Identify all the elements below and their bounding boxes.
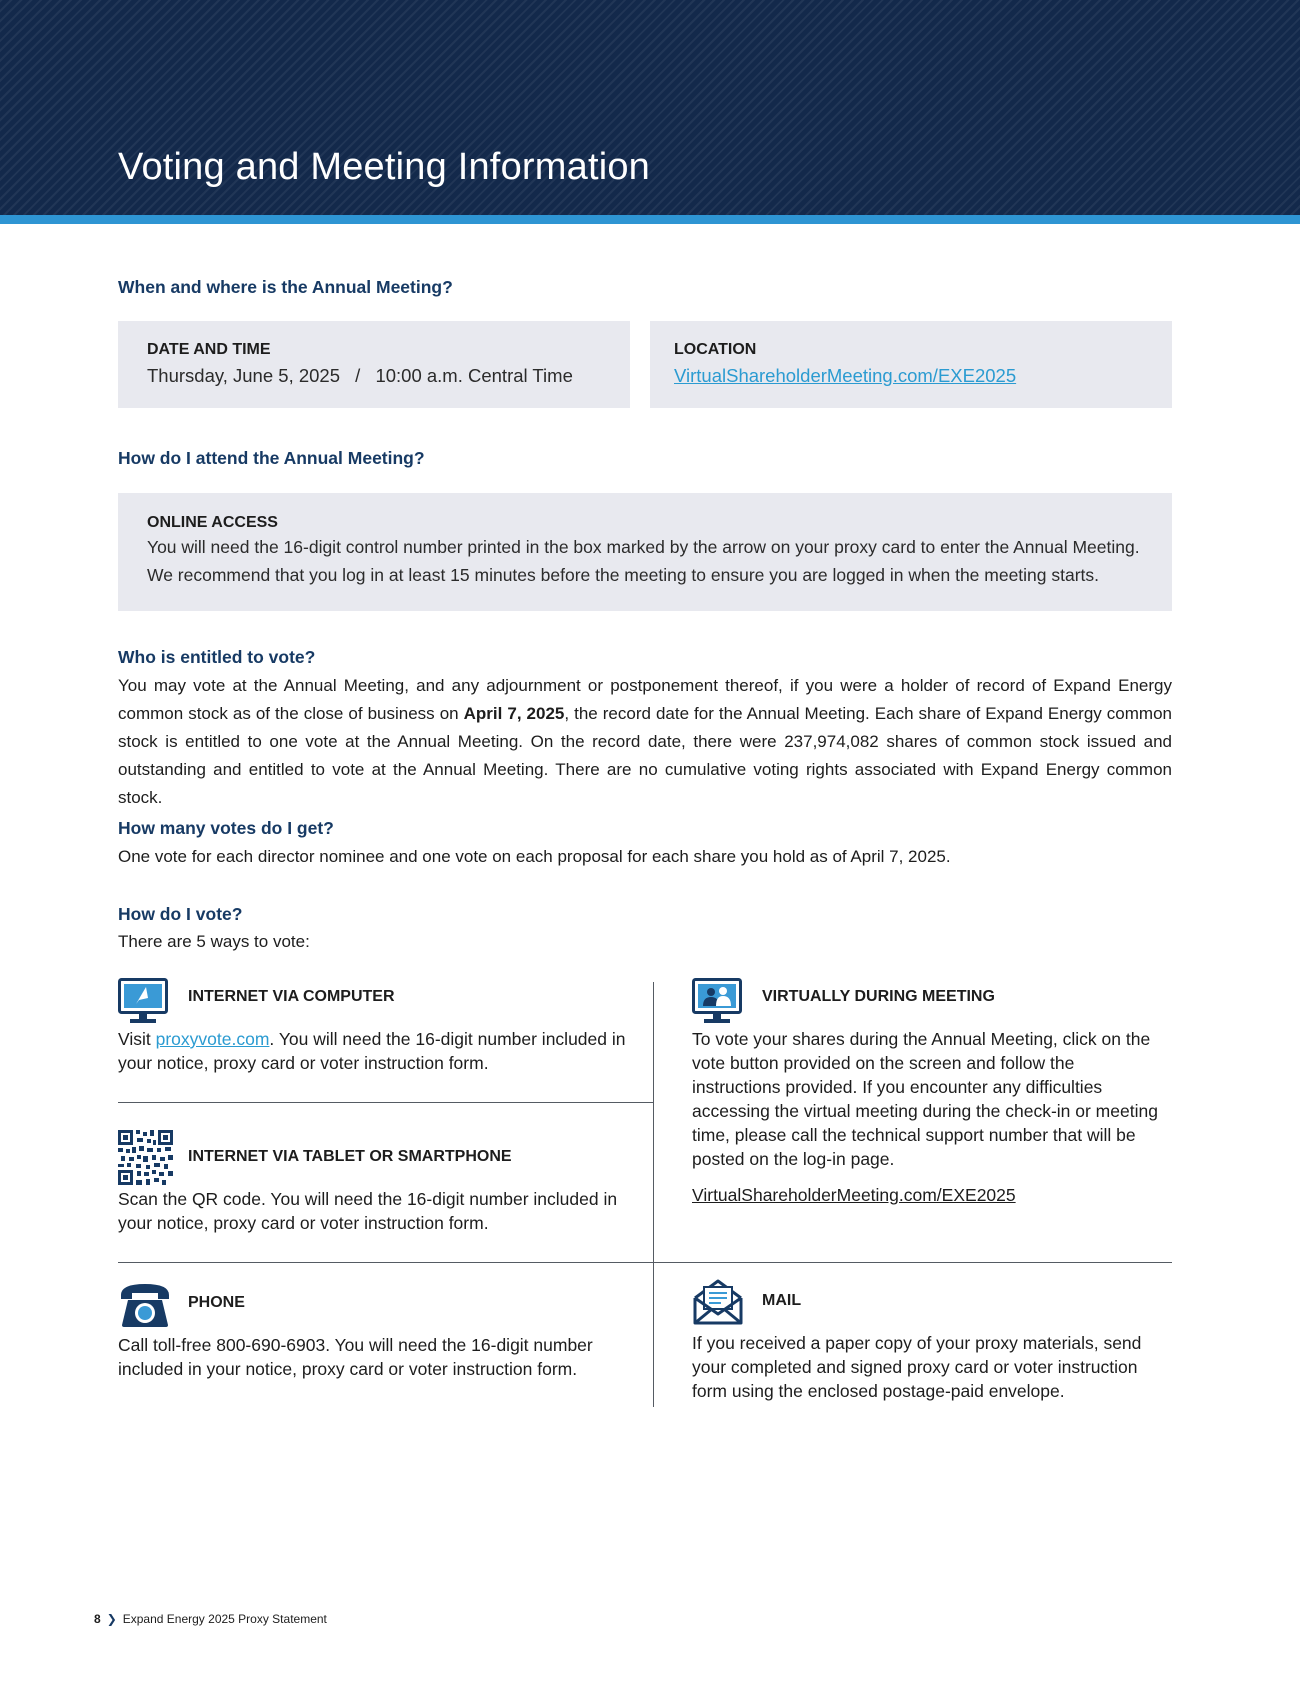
voting-grid-divider-row2	[118, 1262, 1172, 1263]
location-label: LOCATION	[674, 341, 757, 358]
mail-method-title: MAIL	[762, 1292, 802, 1309]
location-link[interactable]: VirtualShareholderMeeting.com/EXE2025	[674, 365, 1017, 386]
telephone-icon	[118, 1280, 172, 1333]
heading-entitled: Who is entitled to vote?	[118, 647, 316, 667]
date-time-box	[118, 321, 630, 408]
voting-grid-divider-row1	[118, 1102, 653, 1103]
envelope-icon	[692, 1278, 744, 1331]
monitor-people-icon	[692, 978, 742, 1029]
online-access-box	[118, 493, 1172, 611]
tablet-method-title: INTERNET VIA TABLET OR SMARTPHONE	[188, 1148, 512, 1165]
page-number: 8	[94, 1612, 101, 1626]
virtual-meeting-link[interactable]: VirtualShareholderMeeting.com/EXE2025	[692, 1185, 1016, 1205]
online-access-line-1: You will need the 16-digit control number printed in the box marked by the arrow on your proxy card to enter the Annual Meeting.	[147, 537, 1140, 557]
heading-how-vote: How do I vote?	[118, 904, 243, 924]
votes-answer: One vote for each director nominee and one vote on each proposal for each share you hold as of April 7, 2025.	[118, 847, 951, 866]
virtual-method-text: To vote your shares during the Annual Meeting, click on the vote button provided on the screen and follow the instructions provided. If you encounter any difficulties accessing the virtual meeting during the check-in or meeting time, please call the technical support number that will be posted on the log-in page.	[692, 1029, 1158, 1169]
online-access-line-2: We recommend that you log in at least 15 minutes before the meeting to ensure you are logged in when the meeting starts.	[147, 565, 1100, 585]
online-access-label: ONLINE ACCESS	[147, 514, 278, 531]
mail-method-text: If you received a paper copy of your proxy materials, send your completed and signed proxy card or voter instruction form using the enclosed postage-paid envelope.	[692, 1333, 1142, 1401]
page-footer	[94, 1612, 327, 1626]
heading-how-many-votes: How many votes do I get?	[118, 818, 334, 838]
footer-text: Expand Energy 2025 Proxy Statement	[122, 1612, 327, 1626]
location-box	[650, 321, 1172, 408]
heading-when-where: When and where is the Annual Meeting?	[118, 277, 453, 297]
tablet-method-text: Scan the QR code. You will need the 16-digit number included in your notice, proxy card or voter instruction form.	[118, 1189, 618, 1233]
date-time-value: Thursday, June 5, 2025 / 10:00 a.m. Central Time	[147, 365, 573, 386]
qr-code-icon	[118, 1130, 173, 1190]
voting-grid-divider-vertical	[653, 982, 654, 1407]
record-date: April 7, 2025	[463, 704, 565, 723]
proxyvote-link[interactable]: proxyvote.com	[155, 1029, 270, 1049]
computer-method-title: INTERNET VIA COMPUTER	[188, 988, 395, 1005]
ways-to-vote-intro: There are 5 ways to vote:	[118, 932, 310, 951]
heading-attend: How do I attend the Annual Meeting?	[118, 448, 425, 468]
page-title: Voting and Meeting Information	[118, 146, 651, 188]
date-time-label: DATE AND TIME	[147, 341, 271, 358]
chevron-right-icon: ❯	[106, 1612, 117, 1626]
virtual-method-title: VIRTUALLY DURING MEETING	[762, 988, 995, 1005]
header-accent-stripe	[0, 215, 1300, 224]
computer-method-text: Visit proxyvote.com. You will need the 16-digit number included in your notice, proxy card or voter instruction form.	[118, 1029, 626, 1073]
phone-method-title: PHONE	[188, 1294, 245, 1311]
phone-method-text: Call toll-free 800-690-6903. You will need the 16-digit number included in your notice, proxy card or voter instruction form.	[118, 1335, 593, 1379]
entitled-paragraph: You may vote at the Annual Meeting, and any adjournment or postponement thereof, if you were a holder of record of Expand Energy common stock as of the close of business on April 7, 2025, the record date for the Annual Meeting. Each share of Expand Energy common stock is entitled to one vote at the Annual Meeting. On the record date, there were 237,974,082 shares of common stock issued and outstanding and entitled to vote at the Annual Meeting. There are no cumulative voting rights associated with Expand Energy common stock.	[118, 676, 1172, 807]
computer-cursor-icon	[118, 978, 168, 1029]
